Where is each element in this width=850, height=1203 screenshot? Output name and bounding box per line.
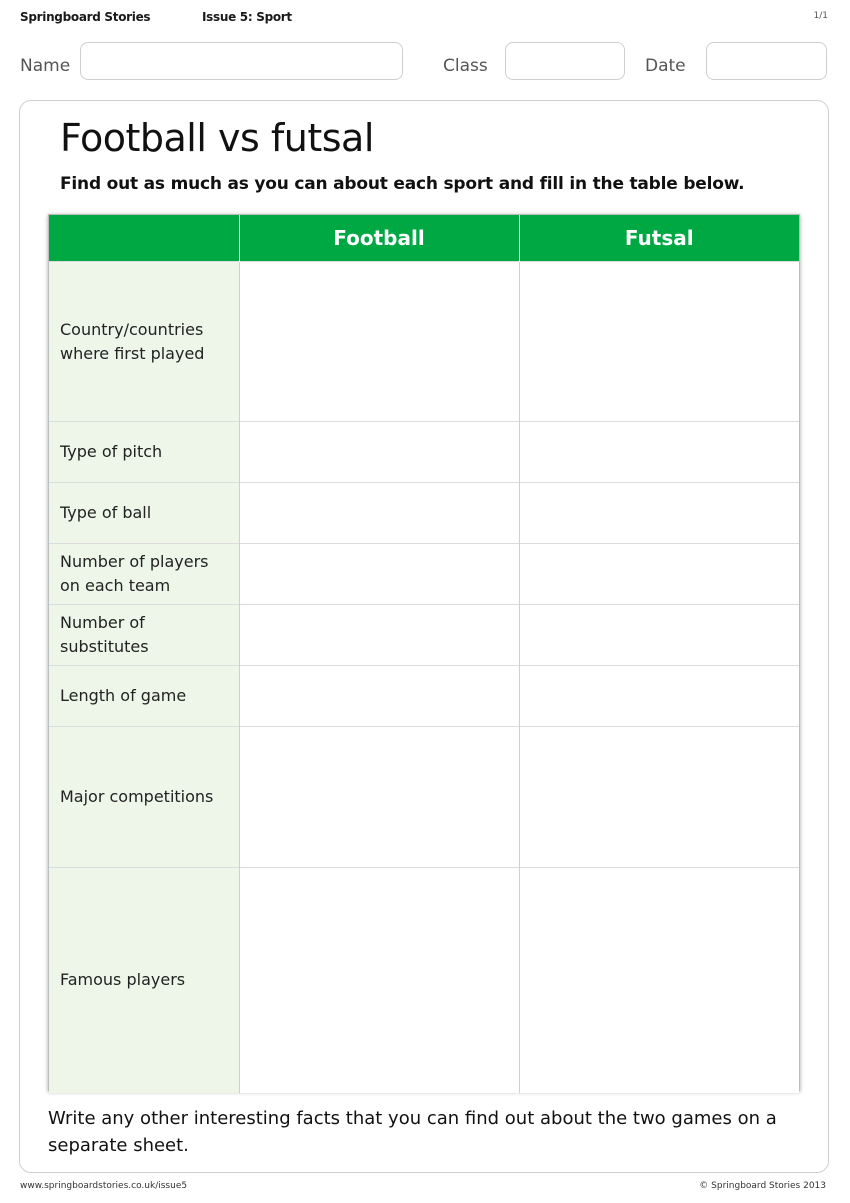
worksheet-title: Football vs futsal (60, 116, 374, 160)
football-cell[interactable] (239, 605, 519, 666)
futsal-cell[interactable] (519, 666, 799, 727)
futsal-input[interactable] (520, 483, 800, 543)
football-input[interactable] (240, 727, 519, 867)
copyright-text: © Springboard Stories 2013 (699, 1181, 826, 1191)
footer-note: Write any other interesting facts that you can find out about the two games on a separate sheet. (48, 1108, 777, 1156)
table-row (49, 605, 799, 666)
futsal-input[interactable] (520, 666, 800, 726)
table-row (49, 422, 799, 483)
football-cell[interactable] (239, 868, 519, 1093)
football-input[interactable] (240, 422, 519, 482)
table-row (49, 483, 799, 544)
futsal-input[interactable] (520, 605, 800, 665)
top-bar (20, 10, 828, 28)
futsal-cell[interactable] (519, 262, 799, 422)
futsal-input[interactable] (520, 868, 800, 1093)
class-label: Class (443, 56, 488, 76)
futsal-input[interactable] (520, 262, 800, 421)
futsal-cell[interactable] (519, 605, 799, 666)
row-label: Country/countries where first played (49, 262, 239, 422)
football-cell[interactable] (239, 544, 519, 605)
name-field[interactable] (80, 42, 403, 80)
footer-url[interactable]: www.springboardstories.co.uk/issue5 (20, 1181, 188, 1191)
football-input[interactable] (240, 868, 519, 1093)
row-label: Major competitions (49, 727, 239, 868)
futsal-cell[interactable] (519, 483, 799, 544)
table-row (49, 727, 799, 868)
comparison-table (48, 214, 800, 1091)
issue-label: Issue 5: Sport (202, 10, 292, 24)
football-cell[interactable] (239, 727, 519, 868)
worksheet-card (19, 100, 829, 1173)
name-label: Name (20, 56, 71, 76)
table-row (49, 666, 799, 727)
football-cell[interactable] (239, 483, 519, 544)
row-label: Type of ball (49, 483, 239, 544)
football-input[interactable] (240, 605, 519, 665)
date-field[interactable] (706, 42, 827, 80)
football-input[interactable] (240, 666, 519, 726)
futsal-cell[interactable] (519, 544, 799, 605)
row-label: Number of substitutes (49, 605, 239, 666)
table-row (49, 868, 799, 1093)
table-row (49, 544, 799, 605)
column-header-futsal: Futsal (519, 215, 799, 262)
football-cell[interactable] (239, 666, 519, 727)
football-input[interactable] (240, 262, 519, 421)
column-header-football: Football (239, 215, 519, 262)
table-header-row (49, 215, 799, 262)
class-field[interactable] (505, 42, 625, 80)
row-label: Length of game (49, 666, 239, 727)
football-input[interactable] (240, 483, 519, 543)
futsal-input[interactable] (520, 727, 800, 867)
table-row (49, 262, 799, 422)
futsal-input[interactable] (520, 422, 800, 482)
page-number: 1/1 (813, 11, 828, 21)
date-label: Date (645, 56, 686, 76)
row-label: Number of players on each team (49, 544, 239, 605)
row-label: Famous players (49, 868, 239, 1093)
worksheet-instructions: Find out as much as you can about each sport and fill in the table below. (60, 174, 745, 194)
futsal-cell[interactable] (519, 868, 799, 1093)
futsal-cell[interactable] (519, 727, 799, 868)
football-cell[interactable] (239, 422, 519, 483)
futsal-cell[interactable] (519, 422, 799, 483)
football-cell[interactable] (239, 262, 519, 422)
column-header-blank (49, 215, 239, 262)
futsal-input[interactable] (520, 544, 800, 604)
brand-name: Springboard Stories (20, 10, 151, 24)
row-label: Type of pitch (49, 422, 239, 483)
football-input[interactable] (240, 544, 519, 604)
